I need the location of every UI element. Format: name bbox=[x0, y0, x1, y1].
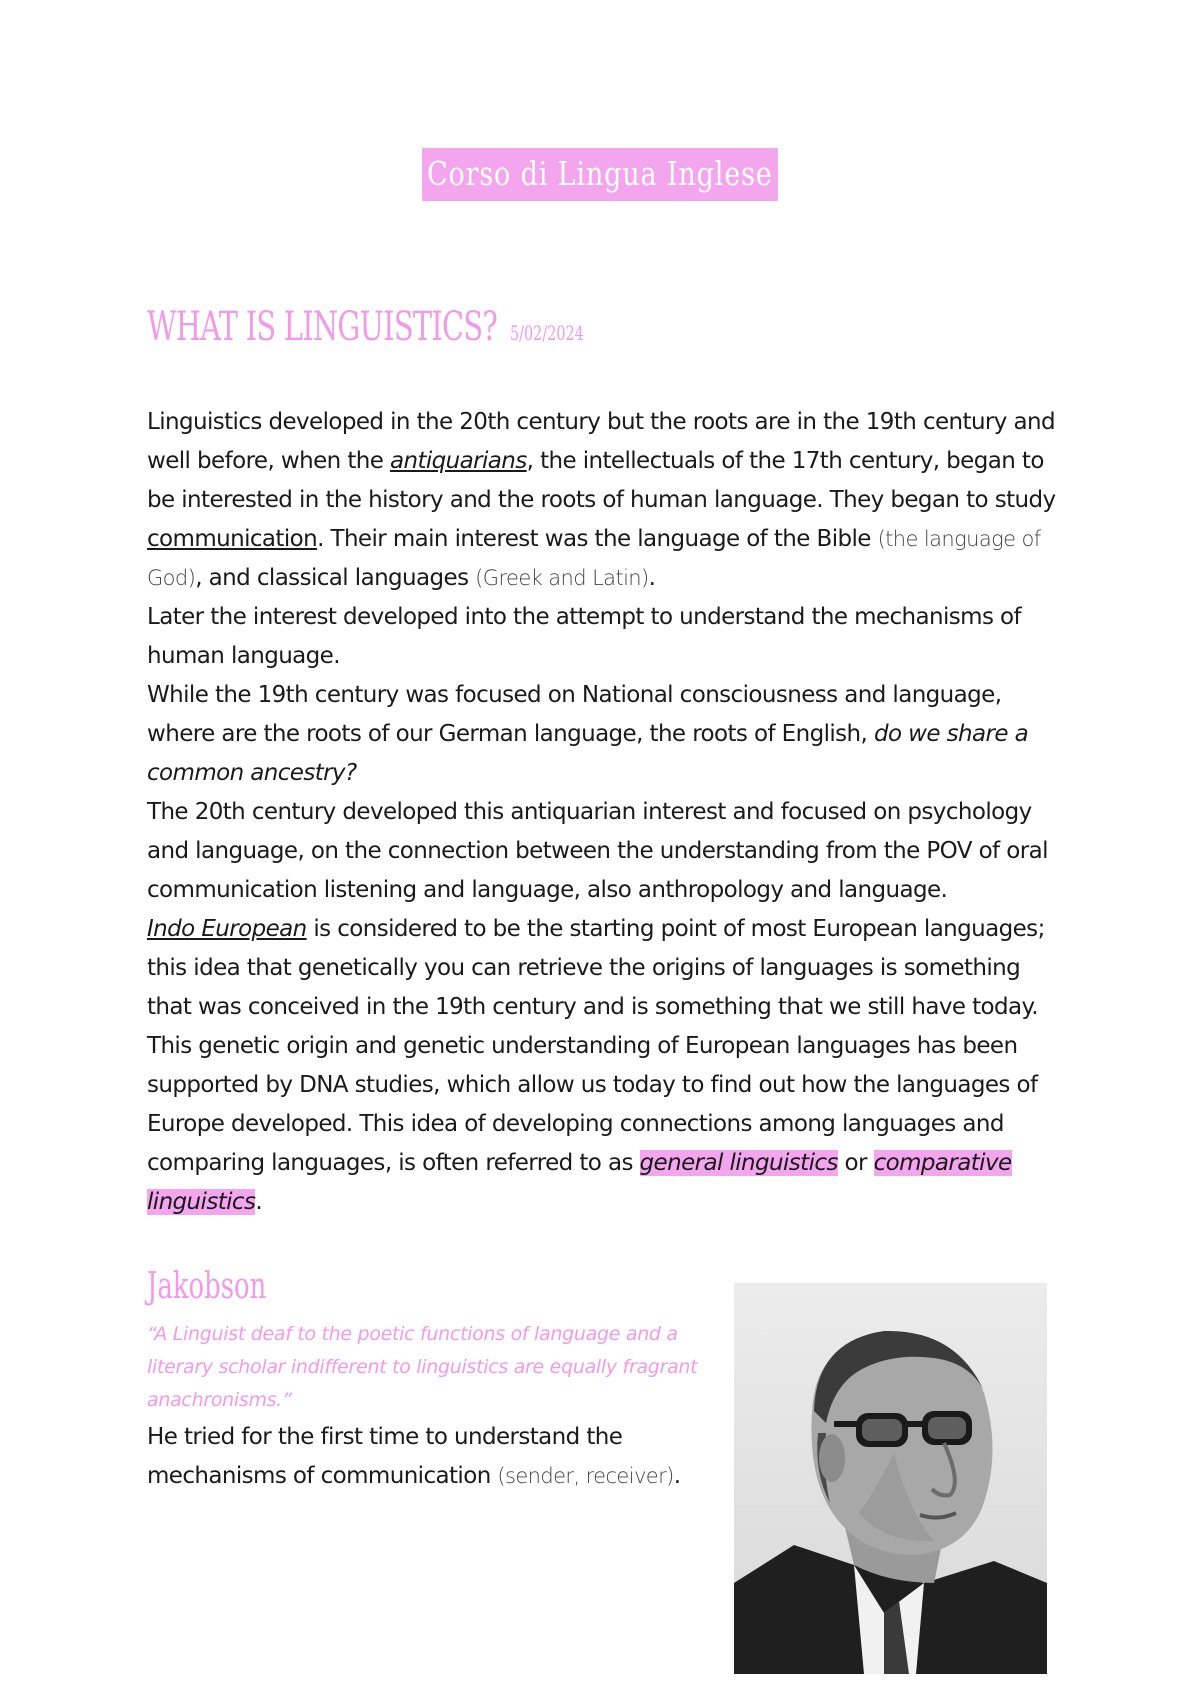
text-run: . Their main interest was the language of the Bible bbox=[317, 526, 878, 552]
paragraph-3 bbox=[147, 676, 1067, 793]
jakobson-quote: “A Linguist deaf to the poetic functions of language and a literary scholar indifferent to linguistics are equally fragrant anachronisms.” bbox=[147, 1323, 698, 1411]
jakobson-text bbox=[147, 1418, 747, 1496]
title-wrap bbox=[0, 148, 1200, 201]
term-general-linguistics: general linguistics bbox=[639, 1150, 838, 1176]
term-comparative-linguistics: comparative linguistics bbox=[147, 1150, 1012, 1215]
section-date: 5/02/2024 bbox=[510, 321, 584, 345]
text-run: He tried for the first time to understand the mechanisms of communication bbox=[147, 1424, 623, 1489]
term-antiquarians: antiquarians bbox=[389, 448, 527, 474]
ancestry-question: do we share a common ancestry? bbox=[147, 721, 1029, 786]
jakobson-heading: Jakobson bbox=[147, 1266, 267, 1307]
body-text bbox=[147, 403, 1067, 1222]
text-run: While the 19th century was focused on National consciousness and language, where are the roots of our German language, the roots of English, bbox=[147, 682, 1002, 747]
section-heading bbox=[147, 304, 584, 350]
term-communication: communication bbox=[147, 526, 318, 552]
portrait-photo bbox=[734, 1283, 1047, 1674]
bible-note: (the language of God) bbox=[147, 527, 1041, 590]
text-run: Linguistics developed in the 20th century but the roots are in the 19th century and well before, when the bbox=[147, 409, 1055, 474]
text-run: is considered to be the starting point of most European languages; this idea that genetically you can retrieve the origins of languages is something that was conceived in the 19th century and is something that we still have today. This genetic origin and genetic understanding of European languages has been supported by DNA studies, which allow us today to find out how the languages of Europe developed. This idea of developing connections among languages and comparing languages, is often referred to as bbox=[147, 916, 1045, 1176]
term-indo-european: Indo European bbox=[147, 916, 307, 942]
classical-note: (Greek and Latin) bbox=[475, 566, 649, 590]
text-run: , the intellectuals of the 17th century, began to be interested in the history and the roots of human language. They began to study bbox=[147, 448, 1056, 513]
text-run: , and classical languages bbox=[195, 565, 476, 591]
paragraph-2: Later the interest developed into the attempt to understand the mechanisms of human language. bbox=[147, 604, 1022, 669]
paragraph-4: The 20th century developed this antiquarian interest and focused on psychology and language, on the connection between the understanding from the POV of oral communication listening and language, also anthropology and language. bbox=[147, 799, 1048, 903]
text-run: . bbox=[648, 565, 656, 591]
text-run: . bbox=[673, 1463, 681, 1489]
sender-receiver-note: (sender, receiver) bbox=[497, 1464, 674, 1488]
text-run: . bbox=[255, 1189, 263, 1215]
portrait-drawing bbox=[734, 1283, 1047, 1674]
paragraph-1 bbox=[147, 403, 1067, 598]
section-heading-text: WHAT IS LINGUISTICS? bbox=[147, 304, 498, 350]
paragraph-5 bbox=[147, 910, 1067, 1222]
page-title: Corso di Lingua Inglese bbox=[422, 148, 778, 201]
text-run: or bbox=[837, 1150, 874, 1176]
